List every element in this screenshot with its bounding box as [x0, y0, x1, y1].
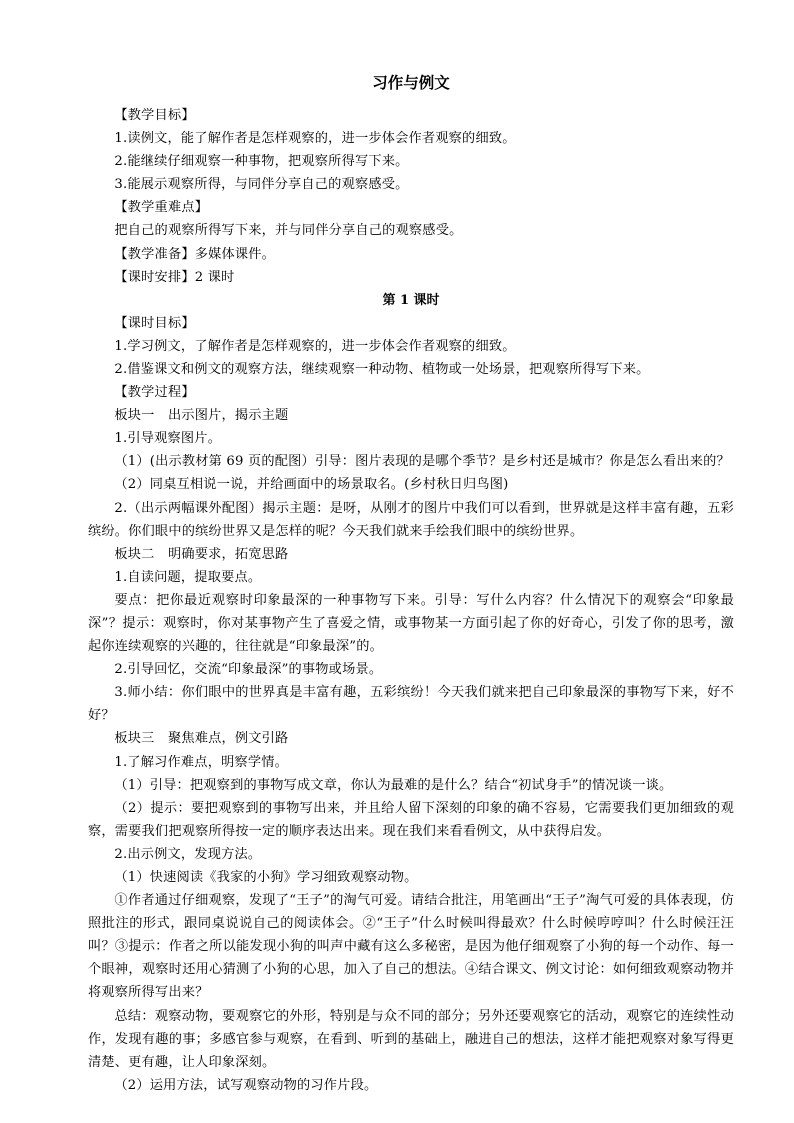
document-page — [88, 72, 734, 1097]
paragraph: 2.引导回忆，交流“印象最深”的事物或场景。 — [114, 662, 383, 678]
paragraph: 2.能继续仔细观察一种事物，把观察所得写下来。 — [114, 154, 409, 170]
paragraph: 【教学重难点】 — [114, 200, 209, 216]
paragraph: 1.读例文，能了解作者是怎样观察的，进一步体会作者观察的细致。 — [114, 131, 516, 147]
paragraph: 【教学准备】多媒体课件。 — [114, 246, 276, 262]
paragraph: （1）快速阅读《我家的小狗》学习细致观察动物。 — [114, 870, 418, 885]
lesson-content — [88, 312, 734, 1097]
paragraph: 2.借鉴课文和例文的观察方法，继续观察一种动物、植物或一处场景，把观察所得写下来。 — [114, 361, 650, 377]
paragraph: 【课时安排】2 课时 — [114, 269, 235, 285]
paragraph: 1.自读问题，提取要点。 — [114, 569, 262, 585]
paragraph: 板块一 出示图片，揭示主题 — [114, 408, 289, 424]
document-title: 习作与例文 — [372, 73, 450, 92]
paragraph: 1.引导观察图片。 — [114, 431, 222, 447]
paragraph: ①作者通过仔细观察，发现了“王子”的淘气可爱。请结合批注，用笔画出“王子”淘气可爱的具体表现，仿照批注的形式，跟同桌说说自己的阅读体会。②“王子”什么时候叫得最欢？什么时候哼哼叫？什么时候汪汪叫？③提示：作者之所以能发现小狗的叫声中藏有这么多秘密，是因为他仔细观察了小狗的每一个动作、每一个眼神，观察时还用心猜测了小狗的心思，加入了自己的想法。④结合课文、例文讨论：如何细致观察动物并将观察所得写出来？ — [88, 893, 734, 1001]
paragraph: 2.（出示两幅课外配图）揭示主题：是呀，从刚才的图片中我们可以看到，世界就是这样丰富有趣，五彩缤纷。你们眼中的缤纷世界又是怎样的呢？今天我们就来手绘我们眼中的缤纷世界。 — [88, 500, 734, 539]
paragraph: 【教学过程】 — [114, 385, 195, 401]
paragraph: 板块三 聚焦难点，例文引路 — [114, 731, 289, 747]
paragraph: （2）提示：要把观察到的事物写出来，并且给人留下深刻的印象的确不容易，它需要我们更加细致的观察，需要我们把观察所得按一定的顺序表达出来。现在我们来看看例文，从中获得启发。 — [88, 800, 734, 839]
lesson-heading: 第 1 课时 — [382, 292, 440, 308]
paragraph: 【教学目标】 — [114, 108, 195, 123]
paragraph: 1.了解习作难点，明察学情。 — [114, 754, 289, 770]
paragraph: 总结：观察动物，要观察它的外形，特别是与众不同的部分；另外还要观察它的活动，观察它的连续性动作，发现有趣的事；多感官参与观察，在看到、听到的基础上，融进自己的想法，这样才能把观察对象写得更清楚、更有趣，让人印象深刻。 — [88, 1008, 734, 1070]
paragraph: 板块二 明确要求，拓宽思路 — [114, 546, 289, 562]
paragraph: 要点：把你最近观察时印象最深的一种事物写下来。引导：写什么内容？什么情况下的观察会“印象最深”？提示：观察时，你对某事物产生了喜爱之情，或事物某一方面引起了你的好奇心，引发了你的思考，激起你连续观察的兴趣的，往往就是“印象最深”的。 — [88, 592, 734, 655]
paragraph: （2）同桌互相说一说，并给画面中的场景取名。(乡村秋日归鸟图) — [114, 477, 509, 493]
paragraph: （2）运用方法，试写观察动物的习作片段。 — [114, 1077, 378, 1093]
paragraph: 【课时目标】 — [114, 315, 195, 331]
paragraph: 3.师小结：你们眼中的世界真是丰富有趣，五彩缤纷！今天我们就来把自己印象最深的事物写下来，好不好？ — [88, 685, 734, 724]
paragraph: （1）引导：把观察到的事物写成文章，你认为最难的是什么？结合“初试身手”的情况谈一谈。 — [114, 777, 673, 793]
paragraph: 2.出示例文，发现方法。 — [114, 846, 262, 862]
paragraph: 3.能展示观察所得，与同伴分享自己的观察感受。 — [114, 177, 409, 193]
paragraph: （1）(出示教材第 69 页的配图）引导：图片表现的是哪个季节？是乡村还是城市？你是怎么看出来的？ — [114, 454, 730, 470]
paragraph: 1.学习例文，了解作者是怎样观察的，进一步体会作者观察的细致。 — [114, 338, 516, 354]
paragraph: 把自己的观察所得写下来，并与同伴分享自己的观察感受。 — [114, 223, 463, 239]
lesson-overview — [88, 104, 734, 289]
